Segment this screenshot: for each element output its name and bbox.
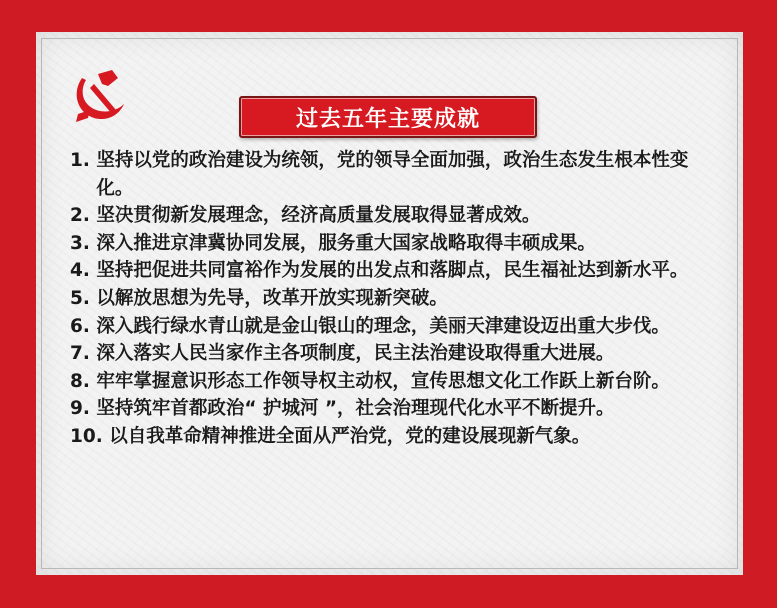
item-text: 深入践行绿水青山就是金山银山的理念，美丽天津建设迈出重大步伐。 bbox=[96, 315, 670, 337]
item-number: 4. bbox=[70, 260, 97, 282]
item-number: 2. bbox=[70, 205, 97, 227]
item-number: 3. bbox=[70, 232, 97, 254]
list-item bbox=[70, 147, 720, 202]
item-number: 1. bbox=[70, 150, 97, 171]
item-number: 6. bbox=[70, 315, 97, 337]
list-item bbox=[70, 395, 720, 423]
list-item bbox=[70, 423, 720, 451]
item-text: 坚持以党的政治建设为统领，党的领导全面加强，政治生态发生根本性变化。 bbox=[96, 150, 689, 199]
hammer-sickle-icon bbox=[68, 66, 128, 126]
item-text: 坚决贯彻新发展理念，经济高质量发展取得显著成效。 bbox=[96, 205, 541, 227]
achievement-list bbox=[70, 147, 720, 451]
list-item bbox=[70, 368, 720, 396]
content-panel bbox=[36, 32, 743, 575]
list-item bbox=[70, 202, 720, 230]
list-item bbox=[70, 340, 720, 368]
item-number: 9. bbox=[70, 398, 97, 420]
list-item bbox=[70, 313, 720, 341]
item-text: 坚持把促进共同富裕作为发展的出发点和落脚点，民生福祉达到新水平。 bbox=[96, 260, 689, 282]
item-text: 深入落实人民当家作主各项制度，民主法治建设取得重大进展。 bbox=[96, 343, 615, 365]
item-number: 5. bbox=[70, 287, 97, 309]
item-number: 8. bbox=[70, 370, 97, 392]
list-item bbox=[70, 257, 720, 285]
item-text: 深入推进京津冀协同发展，服务重大国家战略取得丰硕成果。 bbox=[96, 232, 596, 254]
item-text: 以解放思想为先导，改革开放实现新突破。 bbox=[96, 287, 448, 309]
page-title: 过去五年主要成就 bbox=[295, 106, 480, 132]
item-text: 牢牢掌握意识形态工作领导权主动权，宣传思想文化工作跃上新台阶。 bbox=[96, 370, 670, 392]
item-number: 10. bbox=[70, 425, 110, 447]
list-item bbox=[70, 285, 720, 313]
item-text: 坚持筑牢首都政治“ 护城河 ”，社会治理现代化水平不断提升。 bbox=[96, 398, 615, 420]
item-text: 以自我革命精神推进全面从严治党，党的建设展现新气象。 bbox=[109, 425, 591, 447]
list-item bbox=[70, 230, 720, 258]
title-banner bbox=[239, 96, 537, 138]
item-number: 7. bbox=[70, 343, 97, 365]
